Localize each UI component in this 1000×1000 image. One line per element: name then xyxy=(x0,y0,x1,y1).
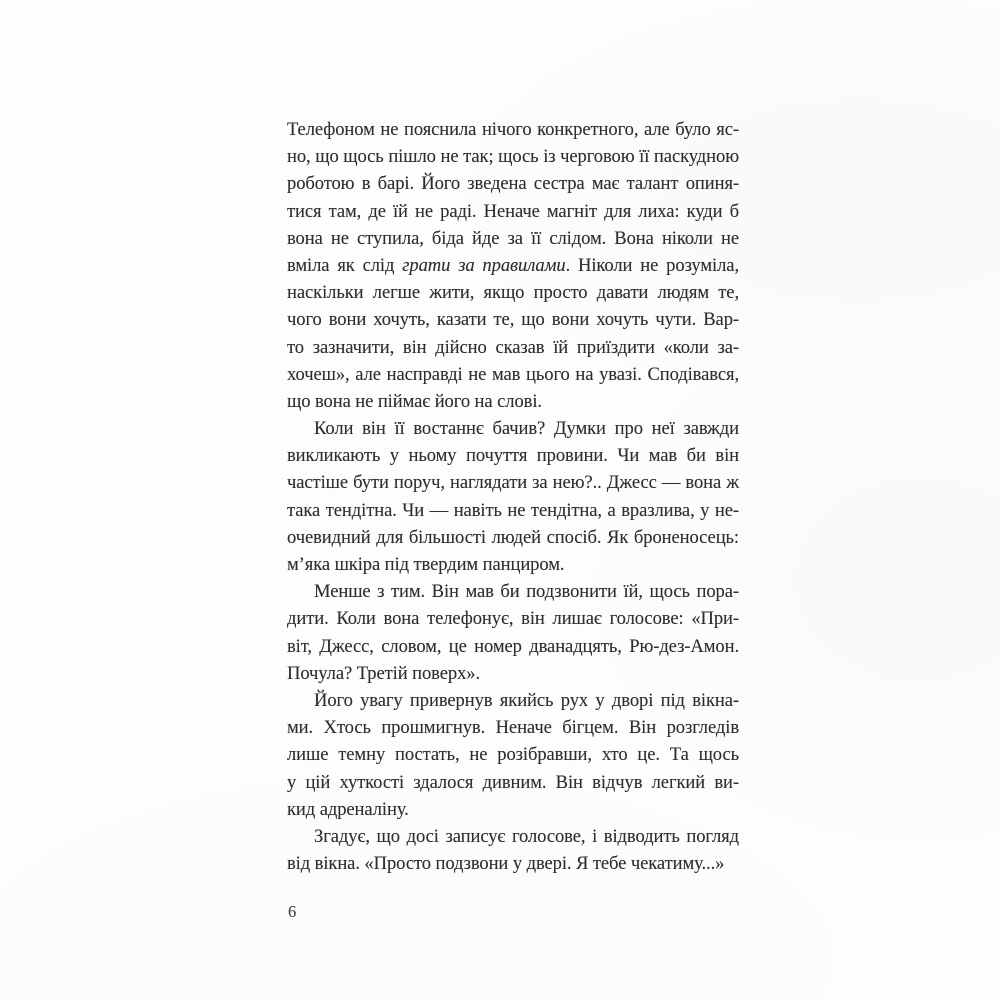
body-text: віт, Джесс, словом, це номер дванадцять, Рю-дез-Амон. xyxy=(287,635,739,657)
body-text: у цій хуткості здалося дивним. Він відчув легкий ви- xyxy=(287,771,739,793)
body-text: вона не ступила, біда йде за її слідом. Вона ніколи не xyxy=(287,227,739,249)
body-text: Його увагу привернув якийсь рух у дворі під вікна- xyxy=(314,689,739,711)
text-line xyxy=(287,524,739,551)
body-text: м’яка шкіра під твердим панциром. xyxy=(287,554,565,575)
body-text: вміла як слід xyxy=(287,254,403,276)
body-text: но, що щось пішло не так; щось із черговою її паскудною xyxy=(287,146,739,168)
body-text: Телефоном не пояснила нічого конкретного, але було яс- xyxy=(287,119,739,140)
text-line xyxy=(287,198,739,225)
text-line xyxy=(287,578,739,605)
text-line xyxy=(287,823,739,850)
text-line xyxy=(287,551,739,578)
body-text: . Ніколи не розуміла, xyxy=(565,254,739,276)
text-line xyxy=(287,850,739,877)
body-text: викликають у ньому почуття провини. Чи мав би він xyxy=(287,445,739,467)
page-number: 6 xyxy=(288,902,297,921)
text-line xyxy=(287,714,739,741)
body-text: Почула? Третій поверх». xyxy=(287,662,481,684)
italic-text: грати за правилами xyxy=(402,254,566,276)
text-line xyxy=(287,605,739,632)
text-line xyxy=(287,660,739,687)
text-line xyxy=(287,469,739,496)
body-text: хочеш», але насправді не мав цього на увазі. Сподівався, xyxy=(287,363,739,385)
body-text: від вікна. «Просто подзвони у двері. Я тебе чекатиму...» xyxy=(287,853,725,875)
body-text: дити. Коли вона телефонує, він лишає голосове: «При- xyxy=(287,608,739,630)
page-text xyxy=(287,116,739,877)
text-line xyxy=(287,361,739,388)
text-line xyxy=(287,306,739,333)
text-line xyxy=(287,116,739,143)
body-text: чого вони хочуть, казати те, що вони хочуть чути. Вар- xyxy=(287,309,739,331)
body-text: Коли він її востаннє бачив? Думки про неї завжди xyxy=(314,418,739,440)
text-line xyxy=(287,170,739,197)
text-line xyxy=(287,334,739,361)
text-line xyxy=(287,687,739,714)
text-line xyxy=(287,741,739,768)
body-text: частіше бути поруч, наглядати за нею?.. Джесс — вона ж xyxy=(287,472,739,494)
body-text: що вона не піймає його на слові. xyxy=(287,390,542,412)
body-text: лише темну постать, не розібравши, хто це. Та щось xyxy=(287,744,739,766)
text-line xyxy=(287,415,739,442)
text-line xyxy=(287,442,739,469)
text-line xyxy=(287,252,739,279)
body-text: ми. Хтось прошмигнув. Неначе бігцем. Він розгледів xyxy=(287,717,739,739)
body-text: Менше з тим. Він мав би подзвонити їй, щось пора- xyxy=(314,581,739,603)
text-line xyxy=(287,143,739,170)
body-text: така тендітна. Чи — навіть не тендітна, а вразлива, у не- xyxy=(287,499,739,521)
text-line xyxy=(287,769,739,796)
body-text: тися там, де їй не раді. Неначе магніт для лиха: куди б xyxy=(287,200,739,222)
body-text: Згадує, що досі записує голосове, і відводить погляд xyxy=(314,825,739,847)
text-line xyxy=(287,225,739,252)
body-text: роботою в барі. Його зведена сестра має талант опиня- xyxy=(287,173,739,195)
text-line xyxy=(287,388,739,415)
text-line xyxy=(287,796,739,823)
text-line xyxy=(287,633,739,660)
text-line xyxy=(287,497,739,524)
body-text: кид адреналіну. xyxy=(287,798,409,820)
body-text: то зазначити, він дійсно сказав їй приїздити «коли за- xyxy=(287,336,739,358)
body-text: очевидний для більшості людей спосіб. Як броненосець: xyxy=(287,526,739,548)
body-text: наскільки легше жити, якщо просто давати людям те, xyxy=(287,282,739,304)
text-line xyxy=(287,279,739,306)
